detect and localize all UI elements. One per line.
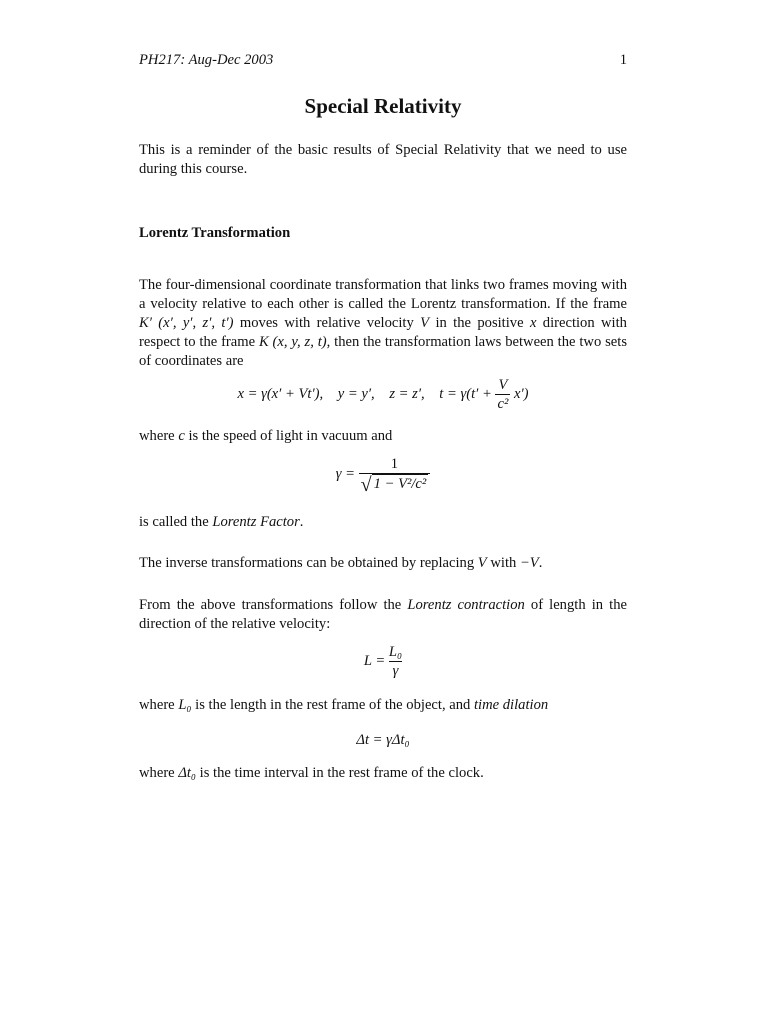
text-span: moves with relative velocity — [233, 315, 421, 331]
eq-x: x = γ(x′ + Vt′), — [237, 385, 324, 402]
fraction-denominator — [359, 473, 431, 494]
text-span: . — [299, 514, 304, 530]
rest-length-line — [139, 696, 627, 715]
text-span: The inverse transformations can be obtained by replacing — [139, 555, 478, 571]
section-heading: Lorentz Transformation — [139, 225, 291, 241]
text-span: in the positive — [429, 315, 530, 331]
velocity-symbol: V — [477, 555, 487, 571]
text-span: where — [139, 765, 179, 781]
term-time-dilation: time dilation — [473, 697, 549, 713]
course-label: PH217: Aug-Dec 2003 — [139, 52, 274, 68]
dt0-symbol: Δt₀ — [178, 765, 197, 781]
radicand: 1 − V²/c² — [373, 476, 427, 492]
frame-k-prime: K′ (x′, y′, z′, t′) — [139, 315, 234, 331]
text-span: where — [139, 697, 179, 713]
inverse-line — [139, 554, 627, 573]
l0-symbol: L₀ — [178, 697, 192, 713]
speed-of-light-line — [139, 427, 627, 446]
text-span: The four-dimensional coordinate transformation that links two frames moving with a velocity relative to each other is called the Lorentz transformation. If the frame — [139, 277, 627, 312]
lorentz-factor-equation — [139, 455, 627, 494]
gamma-fraction — [359, 455, 431, 494]
fraction-numerator: V — [498, 377, 508, 393]
velocity-symbol: V — [420, 315, 430, 331]
eq-y: y = y′, — [337, 385, 375, 402]
x-symbol: x — [529, 315, 537, 331]
rest-time-line — [139, 764, 627, 783]
running-header — [139, 51, 627, 71]
fraction-numerator: L₀ — [388, 644, 403, 660]
sqrt-icon: √ — [360, 474, 372, 496]
negative-velocity-symbol: −V — [519, 555, 539, 571]
intro-paragraph: This is a reminder of the basic results of Special Relativity that we need to use during this course. — [139, 142, 627, 177]
length-lhs: L = — [363, 652, 386, 669]
text-span: with — [486, 555, 520, 571]
gamma-lhs: γ = — [335, 465, 355, 482]
contraction-paragraph — [139, 596, 627, 634]
term-lorentz-contraction: Lorentz contraction — [407, 597, 525, 613]
lorentz-factor-line — [139, 513, 627, 532]
text-span: From the above transformations follow the — [139, 597, 408, 613]
frame-k: K (x, y, z, t) — [258, 334, 327, 350]
text-span: direction with respect to the frame — [139, 315, 627, 350]
page-title: Special Relativity — [304, 94, 462, 118]
page-number: 1 — [619, 52, 627, 68]
text-span: is the length in the rest frame of the object, and — [191, 697, 474, 713]
fraction-denominator: γ — [389, 661, 402, 680]
term-lorentz-factor: Lorentz Factor — [212, 514, 300, 530]
text-span: is the time interval in the rest frame of the clock. — [196, 765, 484, 781]
text-span: is the speed of light in vacuum and — [184, 428, 393, 444]
c-symbol: c — [178, 428, 185, 444]
fraction-numerator: 1 — [390, 456, 399, 472]
text-span: . — [538, 555, 543, 571]
transformation-paragraph — [139, 276, 627, 371]
fraction-denominator: c² — [497, 396, 509, 412]
velocity-fraction — [495, 376, 510, 413]
text-span: where — [139, 428, 179, 444]
length-contraction-equation — [139, 643, 627, 680]
eq-t-end: x′) — [514, 385, 529, 402]
eq-t: t = γ(t′ + — [439, 385, 492, 402]
lorentz-transformation-equation — [139, 376, 627, 413]
text-span: , then the transformation laws between the two sets of coordinates are — [139, 334, 627, 369]
eq-z: z = z′, — [389, 385, 425, 402]
length-fraction — [389, 643, 402, 680]
time-dilation-equation: Δt = γΔt₀ — [356, 732, 410, 748]
text-span: is called the — [139, 514, 213, 530]
text-span: of length in the direction of the relative velocity: — [139, 597, 627, 632]
